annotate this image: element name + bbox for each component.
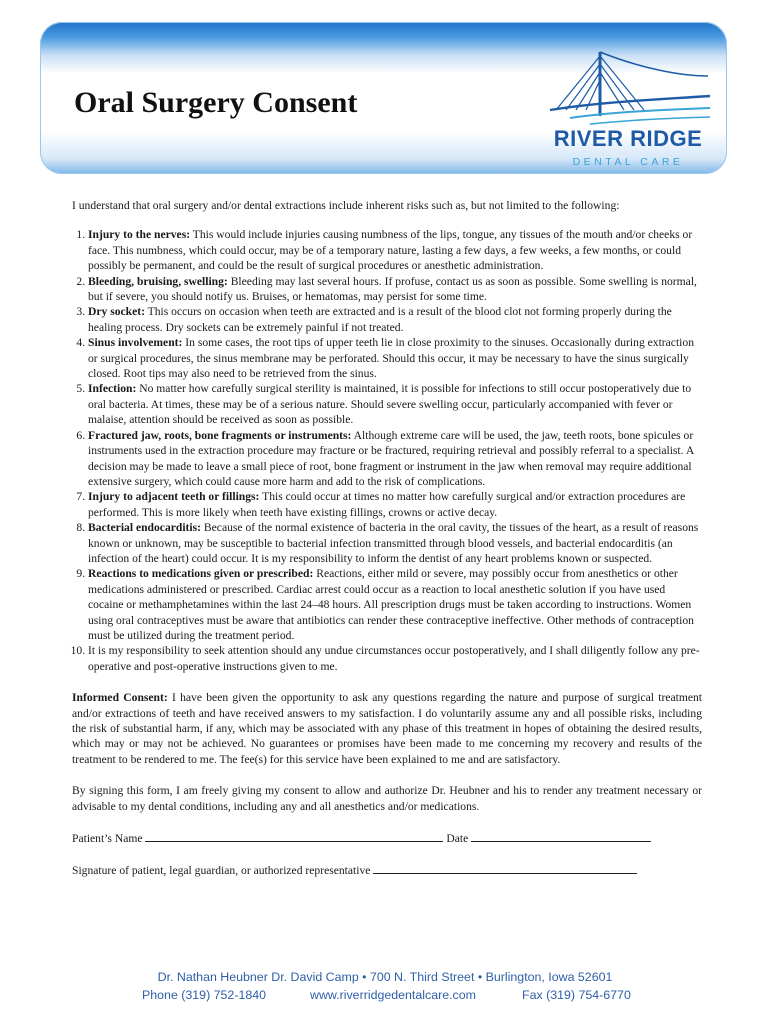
signature-field[interactable] <box>373 862 637 874</box>
risk-item: 9. Reactions to medications given or prescribed: Reactions, either mild or severe, may possibly occur from anesthetics or other medications administered or prescribed. Cardiac arrest could occur as a reaction to local anesthetic solution if you have used cocaine or methamphetamines within the last 24–48 hours. All prescription drugs must be taken according to instructions. Women using oral contraceptives must be aware that antibiotics can render these contraceptive ineffective. Other methods of contraception must be utilized during the treatment period. <box>88 566 702 643</box>
header-banner <box>40 22 727 174</box>
risk-item: 7. Injury to adjacent teeth or fillings: This could occur at times no matter how carefully surgical and/or extraction procedures are performed. This is more likely when teeth have existing fillings, crowns or active decay. <box>88 489 702 520</box>
signing-statement: By signing this form, I am freely giving my consent to allow and authorize Dr. Heubner and his to render any treatment necessary or advisable to my dental conditions, including any and all anesthetics and/or medications. <box>72 784 702 813</box>
footer-address-line: Dr. Nathan Heubner Dr. David Camp • 700 N. Third Street • Burlington, Iowa 52601 <box>157 970 613 984</box>
risk-item: 10. It is my responsibility to seek attention should any undue circumstances occur postoperatively, and I shall diligently follow any pre-operative and post-operative instructions given to me. <box>88 643 702 674</box>
patient-name-label: Patient’s Name <box>72 832 143 846</box>
signature-label: Signature of patient, legal guardian, or authorized representative <box>72 864 371 878</box>
intro-paragraph: I understand that oral surgery and/or dental extractions include inherent risks such as, but not limited to the following: <box>72 199 620 212</box>
patient-name-field[interactable] <box>145 830 443 842</box>
risk-item: 2. Bleeding, bruising, swelling: Bleeding may last several hours. If profuse, contact us as soon as possible. Some swelling is normal, but if severe, you should notify us. Bruises, or hematomas, may persist for some time. <box>88 274 702 305</box>
risk-item: 6. Fractured jaw, roots, bone fragments or instruments: Although extreme care will be used, the jaw, teeth roots, bone spicules or instruments used in the extraction procedure may fracture or be fractured, requiring retrieval and possibly referral to a specialist. A decision may be made to leave a small piece of root, bone fragment or instrument in the jaw when removal may require additional extensive surgery, which could cause more harm and add to the risk of complications. <box>88 428 702 490</box>
informed-consent-paragraph: Informed Consent: I have been given the opportunity to ask any questions regarding the nature and purpose of surgical treatment and/or extractions of teeth and have received answers to my satisfaction. I do voluntarily assume any and all possible risks, including the risk of substantial harm, if any, which may be associated with any phase of this treatment in hopes of obtaining the desired results, which may or may not be achieved. No guarantees or promises have been made to me concerning my recovery and results of the treatment to be rendered to me. The fee(s) for this service have been explained to me and are satisfactory. <box>72 691 703 766</box>
bridge-icon <box>540 46 716 126</box>
logo-name: RIVER RIDGE <box>553 126 703 151</box>
page-title: Oral Surgery Consent <box>74 86 358 119</box>
date-label: Date <box>446 832 469 846</box>
footer <box>0 968 770 1008</box>
consent-body <box>72 198 702 879</box>
river-ridge-logo <box>540 46 716 172</box>
risk-item: 1. Injury to the nerves: This would include injuries causing numbness of the lips, tongue, any tissues of the mouth and/or cheeks or face. This numbness, which could occur, may be of a temporary nature, lasting a few days, a few weeks, a few months, or could possibly be permanent, and could be the result of surgical procedures or anesthetic administration. <box>88 227 702 273</box>
footer-fax: Fax (319) 754-6770 <box>522 988 631 1002</box>
footer-contact-line <box>0 988 770 1008</box>
risk-item: 3. Dry socket: This occurs on occasion when teeth are extracted and is a result of the blood clot not forming properly during the healing process. Dry sockets can be extremely painful if not treated. <box>88 304 702 335</box>
date-field[interactable] <box>471 830 651 842</box>
risk-item: 5. Infection: No matter how carefully surgical sterility is maintained, it is possible for infections to still occur postoperatively due to oral bacteria. At times, these may be of a serious nature. Should severe swelling occur, particularly accompanied with fever or malaise, attention should be received as soon as possible. <box>88 381 702 427</box>
footer-website-link[interactable]: www.riverridgedentalcare.com <box>310 988 476 1002</box>
footer-phone: Phone (319) 752-1840 <box>142 988 267 1002</box>
risk-list <box>72 227 702 674</box>
signature-row <box>72 862 702 878</box>
logo-subtitle: DENTAL CARE <box>572 156 684 168</box>
risk-item: 4. Sinus involvement: In some cases, the root tips of upper teeth lie in close proximity to the sinuses. Occasionally during extraction or surgical procedures, the sinus membrane may be perforated. Should this occur, it may be necessary to have the sinus surgically closed. Root tips may also need to be retrieved from the sinus. <box>88 335 702 381</box>
risk-item: 8. Bacterial endocarditis: Because of the normal existence of bacteria in the oral cavity, the tissues of the heart, as a result of reasons known or unknown, may be susceptible to bacterial infection transmitted through blood vessels, and bacterial endocarditis (an infection of the heart) could occur. It is my responsibility to inform the dentist of any heart problems known or suspected. <box>88 520 702 566</box>
patient-name-row <box>72 830 702 846</box>
